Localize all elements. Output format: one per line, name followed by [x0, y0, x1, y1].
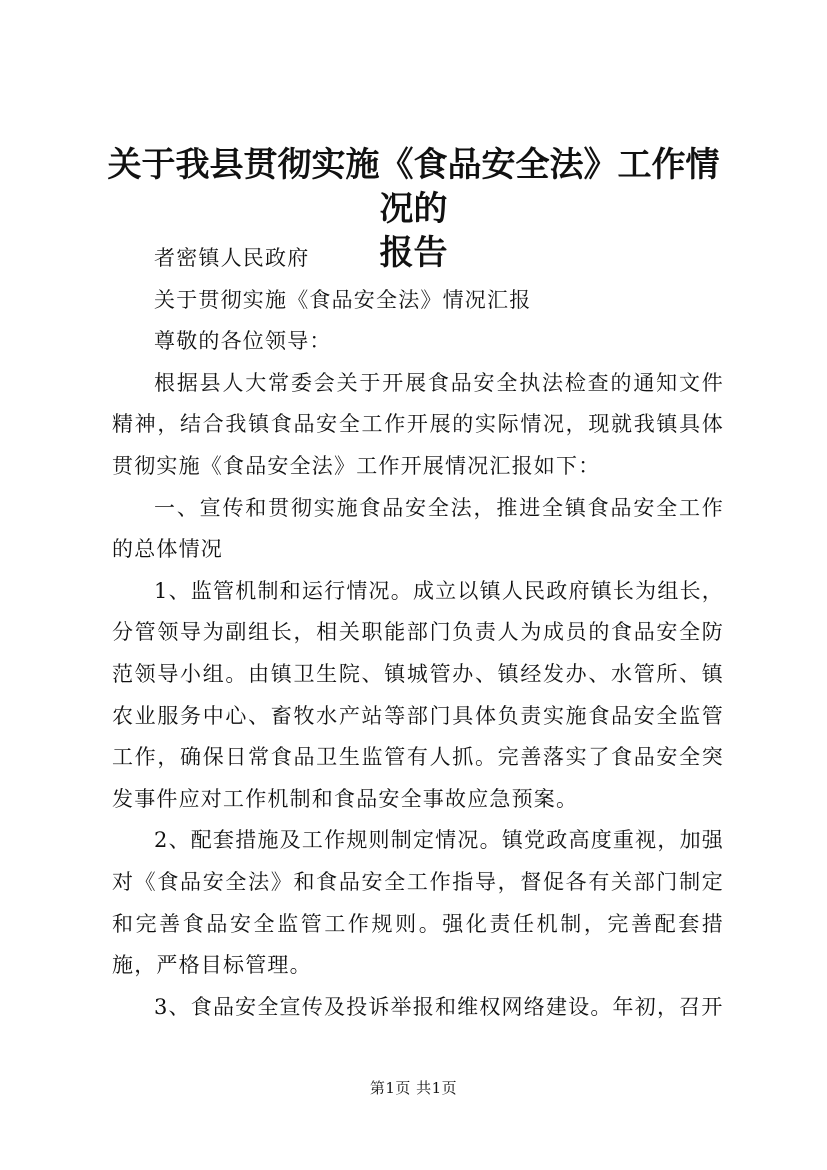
document-body — [112, 238, 724, 1028]
title-line-2: 报告 — [379, 233, 448, 273]
paragraph-item-1: 1、监管机制和运行情况。成立以镇人民政府镇长为组长，分管领导为副组长，相关职能部门负责人为成员的食品安全防范领导小组。由镇卫生院、镇城管办、镇经发办、水管所、镇农业服务中心、畜牧水产站等部门具体负责实施食品安全监管工作，确保日常食品卫生监管有人抓。完善落实了食品安全突发事件应对工作机制和食品安全事故应急预案。 — [112, 578, 724, 811]
paragraph-item-3: 3、食品安全宣传及投诉举报和维权网络建设。年初，召开 — [154, 994, 724, 1019]
paragraph-section-1-heading: 一、宣传和贯彻实施食品安全法，推进全镇食品安全工作的总体情况 — [112, 495, 724, 562]
page-footer: 第1页 共1页 — [369, 1079, 458, 1097]
paragraph-salutation: 尊敬的各位领导： — [154, 329, 332, 354]
paragraph-subtitle: 关于贯彻实施《食品安全法》情况汇报 — [154, 287, 532, 312]
paragraph-intro: 根据县人大常委会关于开展食品安全执法检查的通知文件精神，结合我镇食品安全工作开展的实际情况，现就我镇具体贯彻实施《食品安全法》工作开展情况汇报如下： — [112, 370, 724, 478]
paragraph-author: 者密镇人民政府 — [154, 246, 310, 270]
title-line-1: 关于我县贯彻实施《食品安全法》工作情况的 — [107, 145, 720, 229]
paragraph-item-2: 2、配套措施及工作规则制定情况。镇党政高度重视，加强对《食品安全法》和食品安全工作指导，督促各有关部门制定和完善食品安全监管工作规则。强化责任机制，完善配套措施，严格目标管理。 — [112, 828, 724, 978]
